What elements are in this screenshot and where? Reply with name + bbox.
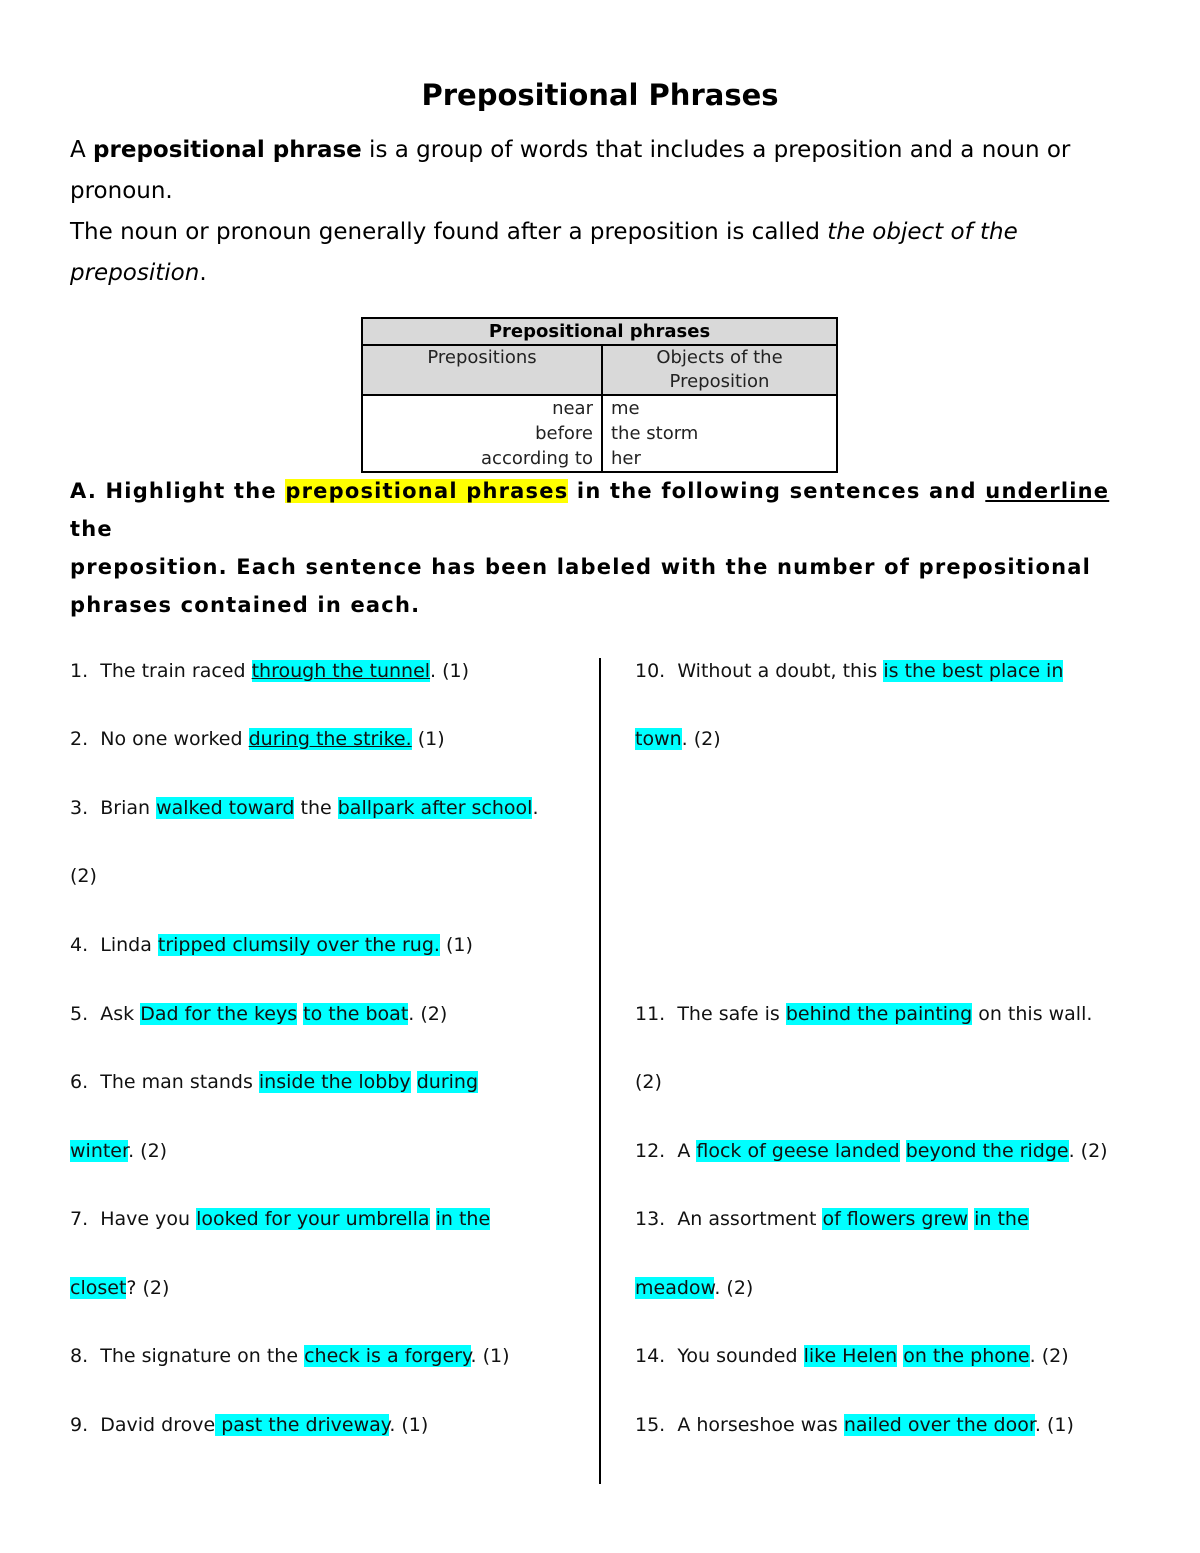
intro-text: A xyxy=(70,137,94,163)
preposition: near xyxy=(552,398,593,419)
prepositions-cell xyxy=(362,395,602,472)
item-number: 2. xyxy=(70,728,89,750)
sentence-7-continued xyxy=(70,1274,169,1302)
column-header-objects xyxy=(602,345,837,395)
instructions-text: A. Highlight the xyxy=(70,479,286,503)
item-number: 8. xyxy=(70,1345,89,1367)
highlighted-phrase: in the xyxy=(974,1208,1029,1230)
sentence-text: No one worked xyxy=(100,728,249,750)
preposition: before xyxy=(535,423,593,444)
sentence-8 xyxy=(70,1342,510,1370)
sentence-13 xyxy=(635,1205,1029,1233)
highlighted-phrase: beyond the ridge xyxy=(905,1140,1069,1162)
sentence-text: on this wall. xyxy=(972,1003,1093,1025)
sentence-text: The train raced xyxy=(100,660,252,682)
highlighted-phrase: during xyxy=(416,1071,479,1093)
sentence-count: (2) xyxy=(70,865,97,887)
column-divider xyxy=(599,658,601,1484)
intro-text: is a group of words that includes a preposition and a noun or xyxy=(361,137,1071,163)
sentence-11 xyxy=(635,1000,1092,1028)
item-number: 5. xyxy=(70,1003,89,1025)
sentence-text: . (1) xyxy=(389,1414,429,1436)
highlighted-phrase: on the phone xyxy=(903,1345,1030,1367)
sentence-4 xyxy=(70,931,473,959)
highlighted-phrase: like Helen xyxy=(803,1345,898,1367)
intro-text: The noun or pronoun generally found after a preposition is called xyxy=(70,219,828,245)
underline-example: underline xyxy=(985,479,1110,503)
column-header-prepositions: Prepositions xyxy=(362,345,602,395)
highlighted-phrase: tripped clumsily over the rug. xyxy=(157,934,440,956)
intro-text: . xyxy=(199,260,207,286)
instructions-text: in the following sentences and xyxy=(568,479,986,503)
highlighted-phrase: meadow xyxy=(635,1277,715,1299)
column-header-objects-line2: Preposition xyxy=(669,371,770,392)
highlighted-phrase: of flowers grew xyxy=(822,1208,969,1230)
sentence-2 xyxy=(70,725,445,753)
sentence-text: . (2) xyxy=(128,1140,168,1162)
highlight-example: prepositional phrases xyxy=(285,479,569,503)
table-caption-row xyxy=(362,318,837,345)
sentence-5 xyxy=(70,1000,447,1028)
table-row xyxy=(362,395,837,472)
highlighted-phrase: behind the painting xyxy=(785,1003,973,1025)
sentence-text: . xyxy=(532,797,539,819)
object-paragraph xyxy=(70,212,1130,294)
highlighted-phrase: through the tunnel xyxy=(251,660,431,682)
sentence-text: . (1) xyxy=(1034,1414,1074,1436)
item-number: 7. xyxy=(70,1208,89,1230)
highlighted-phrase: walked toward xyxy=(156,797,295,819)
highlighted-phrase: looked for your umbrella xyxy=(196,1208,430,1230)
highlighted-phrase: check is a forgery xyxy=(304,1345,471,1367)
definition-paragraph xyxy=(70,130,1130,212)
sentence-12 xyxy=(635,1137,1108,1165)
sentence-text: The signature on the xyxy=(100,1345,305,1367)
sentence-text: The man stands xyxy=(100,1071,259,1093)
sentence-text: the xyxy=(294,797,338,819)
column-header-objects-line1: Objects of the xyxy=(656,347,783,368)
sentence-text: Without a doubt, this xyxy=(677,660,884,682)
item-number: 13. xyxy=(635,1208,666,1230)
sentence-text: (1) xyxy=(439,934,473,956)
highlighted-phrase: Dad for the keys xyxy=(140,1003,298,1025)
sentence-text: Brian xyxy=(100,797,157,819)
highlighted-phrase: town xyxy=(635,728,682,750)
instructions-text: the xyxy=(70,517,113,541)
sentence-text: ? (2) xyxy=(126,1277,170,1299)
intro-text: pronoun. xyxy=(70,178,173,204)
object: me xyxy=(611,398,640,419)
sentence-text: (1) xyxy=(411,728,445,750)
sentence-3-continued xyxy=(70,862,97,890)
preposition: according to xyxy=(481,448,593,469)
highlighted-phrase: past the driveway xyxy=(215,1414,390,1436)
sentence-13-continued xyxy=(635,1274,753,1302)
highlighted-phrase: inside the lobby xyxy=(258,1071,411,1093)
table-header-row xyxy=(362,345,837,395)
sentence-text: . (1) xyxy=(430,660,470,682)
sentence-14 xyxy=(635,1342,1069,1370)
highlighted-phrase: is the best place in xyxy=(883,660,1064,682)
sentence-text: Have you xyxy=(100,1208,197,1230)
sentence-text: . (2) xyxy=(408,1003,448,1025)
sentence-text: . (2) xyxy=(681,728,721,750)
sentence-text: . (2) xyxy=(714,1277,754,1299)
highlighted-phrase: during the strike. xyxy=(248,728,412,750)
objects-cell xyxy=(602,395,837,472)
sentence-text: The safe is xyxy=(677,1003,786,1025)
sentence-6 xyxy=(70,1068,478,1096)
sentence-10 xyxy=(635,657,1063,685)
object: the storm xyxy=(611,423,699,444)
item-number: 12. xyxy=(635,1140,666,1162)
table-caption: Prepositional phrases xyxy=(362,318,837,345)
sentence-count: (2) xyxy=(635,1071,662,1093)
sentence-text: David drove xyxy=(100,1414,216,1436)
instructions xyxy=(70,472,1130,624)
item-number: 3. xyxy=(70,797,89,819)
highlighted-phrase: winter xyxy=(70,1140,129,1162)
sentence-6-continued xyxy=(70,1137,167,1165)
item-number: 6. xyxy=(70,1071,89,1093)
sentence-7 xyxy=(70,1205,490,1233)
sentence-text: . (1) xyxy=(470,1345,510,1367)
sentence-10-continued xyxy=(635,725,721,753)
object: her xyxy=(611,448,641,469)
instructions-text: phrases contained in each. xyxy=(70,593,421,617)
item-number: 11. xyxy=(635,1003,666,1025)
sentence-text: A horseshoe was xyxy=(677,1414,844,1436)
sentence-text: A xyxy=(677,1140,697,1162)
item-number: 4. xyxy=(70,934,89,956)
term-italic: preposition xyxy=(70,260,200,286)
sentence-15 xyxy=(635,1411,1074,1439)
highlighted-phrase: nailed over the door xyxy=(843,1414,1035,1436)
term-bold: prepositional phrase xyxy=(93,137,362,163)
sentence-text: Ask xyxy=(100,1003,141,1025)
highlighted-phrase: ballpark after school xyxy=(337,797,533,819)
sentence-9 xyxy=(70,1411,428,1439)
instructions-text: preposition. Each sentence has been labeled with the number of prepositional xyxy=(70,555,1091,579)
item-number: 9. xyxy=(70,1414,89,1436)
sentence-3 xyxy=(70,794,539,822)
highlighted-phrase: in the xyxy=(435,1208,491,1230)
sentence-text: Linda xyxy=(100,934,158,956)
item-number: 10. xyxy=(635,660,666,682)
item-number: 1. xyxy=(70,660,89,682)
sentence-text: You sounded xyxy=(677,1345,804,1367)
term-italic: the object of the xyxy=(827,219,1018,245)
highlighted-phrase: closet xyxy=(70,1277,127,1299)
prepositional-phrases-table xyxy=(361,317,838,473)
sentence-text: . (2) xyxy=(1068,1140,1108,1162)
page-title: Prepositional Phrases xyxy=(421,78,779,112)
item-number: 14. xyxy=(635,1345,666,1367)
sentence-1 xyxy=(70,657,469,685)
highlighted-phrase: to the boat xyxy=(303,1003,409,1025)
item-number: 15. xyxy=(635,1414,666,1436)
sentence-text: . (2) xyxy=(1029,1345,1069,1367)
highlighted-phrase: flock of geese landed xyxy=(696,1140,900,1162)
sentence-11-continued xyxy=(635,1068,662,1096)
sentence-text: An assortment xyxy=(677,1208,823,1230)
